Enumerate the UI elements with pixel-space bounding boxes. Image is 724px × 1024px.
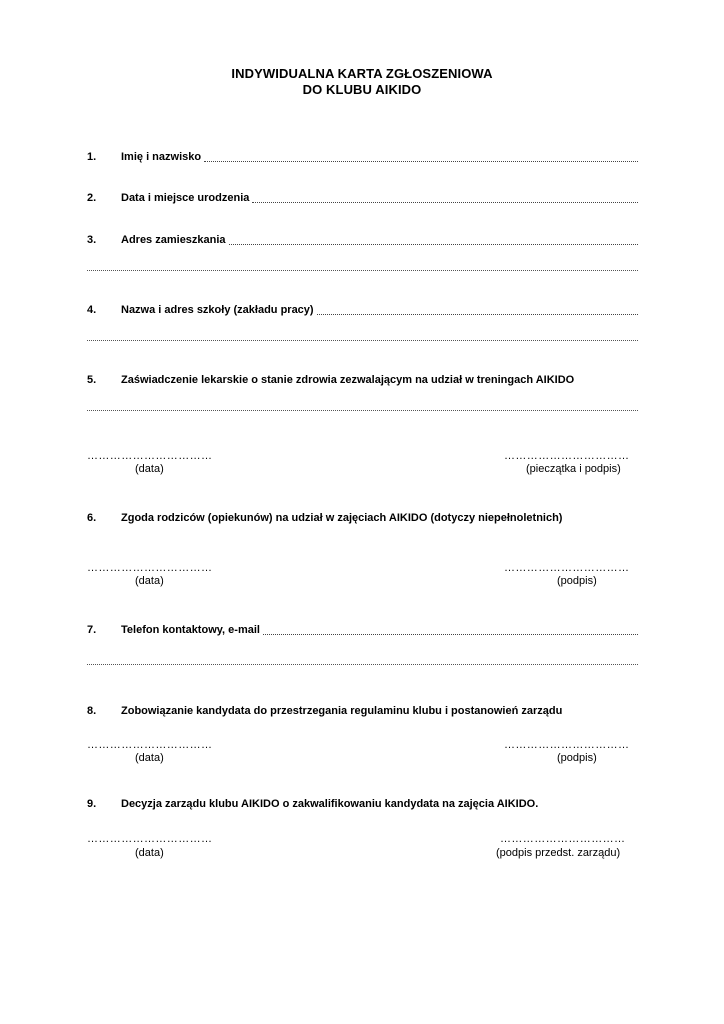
date-caption: (data) [135, 752, 164, 764]
item-number: 2. [87, 192, 97, 204]
fill-line[interactable] [317, 313, 638, 315]
date-fill-line[interactable]: …………………………… [87, 562, 213, 574]
section-parent-consent [87, 510, 638, 526]
field-label: Imię i nazwisko [121, 151, 202, 163]
fill-line[interactable] [263, 633, 638, 635]
field-label: Decyzja zarządu klubu AIKIDO o zakwalifikowaniu kandydata na zajęcia AIKIDO. [121, 798, 539, 810]
signature-caption: (podpis) [557, 752, 597, 764]
date-fill-line[interactable]: …………………………… [87, 450, 213, 462]
item-number: 9. [87, 798, 97, 810]
date-fill-line[interactable]: …………………………… [87, 833, 213, 845]
item-number: 1. [87, 151, 97, 163]
stamp-signature-caption: (pieczątka i podpis) [526, 463, 621, 475]
signature-fill-line[interactable]: …………………………… [504, 450, 630, 462]
item-number: 5. [87, 374, 97, 386]
field-address[interactable] [87, 232, 638, 248]
item-number: 4. [87, 304, 97, 316]
section-medical-certificate [87, 372, 638, 388]
date-caption: (data) [135, 575, 164, 587]
section-commitment [87, 703, 638, 719]
fill-line-school-continued[interactable] [87, 340, 638, 341]
fill-line[interactable] [204, 160, 638, 162]
field-label: Zgoda rodziców (opiekunów) na udział w zajęciach AIKIDO (dotyczy niepełnoletnich) [121, 512, 563, 524]
field-label: Adres zamieszkania [121, 234, 226, 246]
date-caption: (data) [135, 463, 164, 475]
fill-line[interactable] [252, 201, 638, 203]
signature-fill-line[interactable]: …………………………… [500, 833, 626, 845]
date-caption: (data) [135, 847, 164, 859]
board-signature-caption: (podpis przedst. zarządu) [496, 847, 621, 859]
field-birth-date-place[interactable] [87, 190, 638, 206]
fill-line-contact-continued[interactable] [87, 664, 638, 665]
field-label: Data i miejsce urodzenia [121, 192, 250, 204]
form-title-line-1: INDYWIDUALNA KARTA ZGŁOSZENIOWA [231, 66, 493, 81]
fill-line-address-continued[interactable] [87, 270, 638, 271]
fill-line-medical[interactable] [87, 410, 638, 411]
signature-fill-line[interactable]: …………………………… [504, 739, 630, 751]
field-label: Zaświadczenie lekarskie o stanie zdrowia zezwalającym na udział w treningach AIKIDO [121, 374, 575, 386]
field-label: Telefon kontaktowy, e-mail [121, 624, 260, 636]
field-label: Nazwa i adres szkoły (zakładu pracy) [121, 304, 314, 316]
item-number: 7. [87, 624, 97, 636]
field-name[interactable] [87, 149, 638, 165]
date-fill-line[interactable]: …………………………… [87, 739, 213, 751]
item-number: 3. [87, 234, 97, 246]
field-label: Zobowiązanie kandydata do przestrzegania regulaminu klubu i postanowień zarządu [121, 705, 563, 717]
fill-line[interactable] [229, 243, 638, 245]
form-title-line-2: DO KLUBU AIKIDO [302, 82, 422, 97]
signature-fill-line[interactable]: …………………………… [504, 562, 630, 574]
item-number: 8. [87, 705, 97, 717]
signature-caption: (podpis) [557, 575, 597, 587]
field-school[interactable] [87, 302, 638, 318]
field-phone-email[interactable] [87, 622, 638, 638]
section-board-decision [87, 796, 638, 812]
item-number: 6. [87, 512, 97, 524]
